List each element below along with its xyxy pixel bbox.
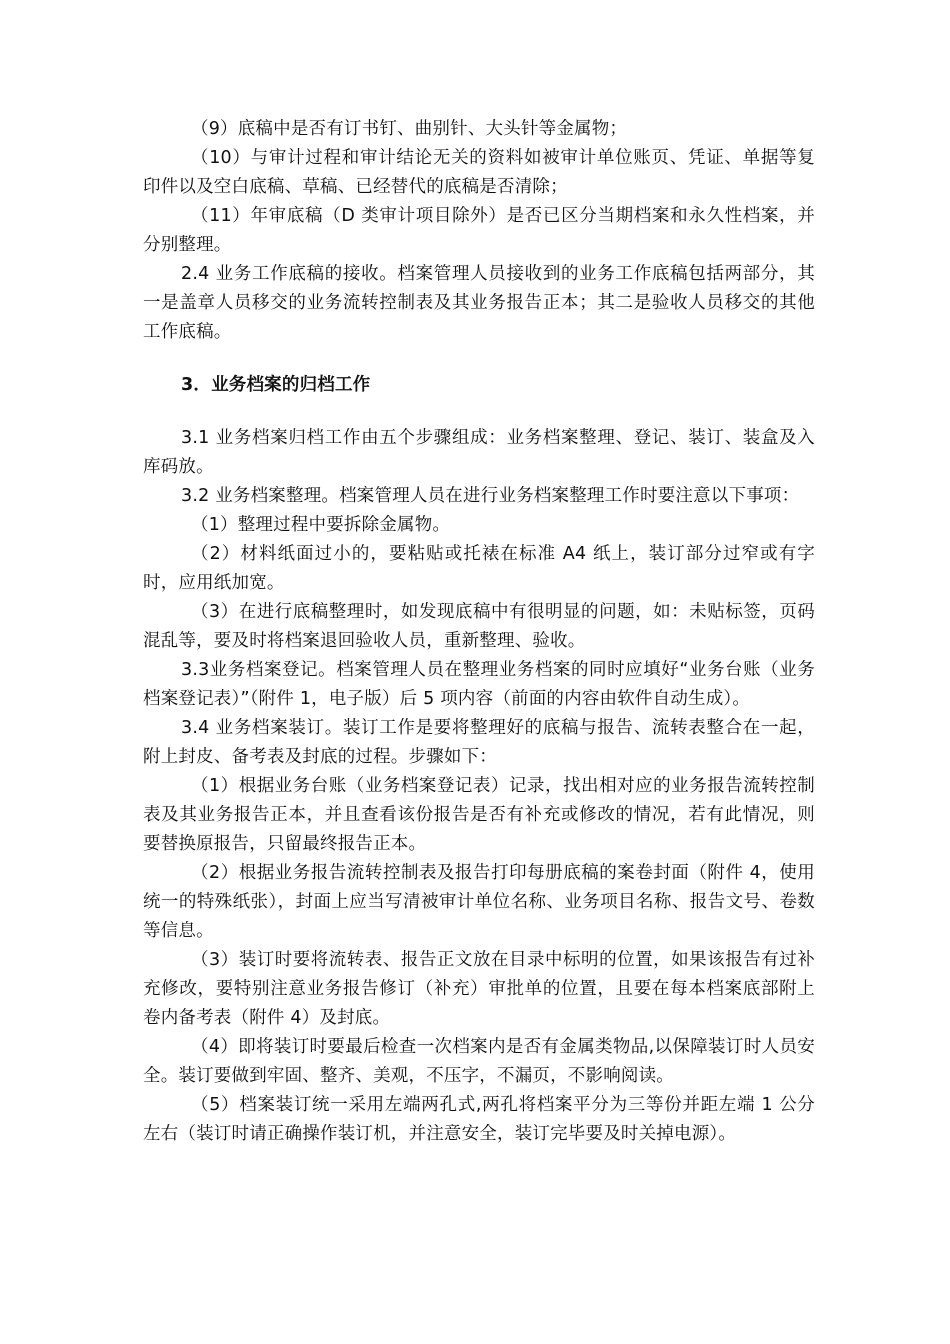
paragraph-item-11: （11）年审底稿（D 类审计项目除外）是否已区分当期档案和永久性档案，并分别整理。 [143, 206, 815, 255]
paragraph-item-3-4-1: （1）根据业务台账（业务档案登记表）记录，找出相对应的业务报告流转控制表及其业务报告正本，并且查看该份报告是否有补充或修改的情况，若有此情况，则要替换原报告，只留最终报告正本。 [143, 776, 815, 854]
paragraph-clause-2-4: 2.4 业务工作底稿的接收。档案管理人员接收到的业务工作底稿包括两部分，其一是盖章人员移交的业务流转控制表及其业务报告正本；其二是验收人员移交的其他工作底稿。 [143, 264, 815, 342]
paragraph-item-3-4-2: （2）根据业务报告流转控制表及报告打印每册底稿的案卷封面（附件 4，使用统一的特殊纸张），封面上应当写清被审计单位名称、业务项目名称、报告文号、卷数等信息。 [143, 863, 815, 941]
paragraph-item-3-4-5: （5）档案装订统一采用左端两孔式,两孔将档案平分为三等份并距左端 1 公分左右（装订时请正确操作装订机，并注意安全，装订完毕要及时关掉电源）。 [143, 1095, 815, 1144]
paragraph-clause-3-3: 3.3业务档案登记。档案管理人员在整理业务档案的同时应填好“业务台账（业务档案登记表）”（附件 1，电子版）后 5 项内容（前面的内容由软件自动生成）。 [143, 660, 815, 709]
paragraph-clause-3-2: 3.2 业务档案整理。档案管理人员在进行业务档案整理工作时要注意以下事项： [181, 486, 800, 506]
paragraph-item-3-2-2: （2）材料纸面过小的，要粘贴或托裱在标准 A4 纸上，装订部分过窄或有字时，应用纸加宽。 [143, 544, 815, 593]
paragraph-item-10: （10）与审计过程和审计结论无关的资料如被审计单位账页、凭证、单据等复印件以及空白底稿、草稿、已经替代的底稿是否清除； [143, 148, 815, 197]
paragraph-item-3-4-4: （4）即将装订时要最后检查一次档案内是否有金属类物品,以保障装订时人员安全。装订要做到牢固、整齐、美观，不压字，不漏页，不影响阅读。 [143, 1037, 815, 1086]
section-heading-3: 3．业务档案的归档工作 [181, 375, 371, 395]
document-body [143, 115, 815, 1149]
paragraph-item-3-4-3: （3）装订时要将流转表、报告正文放在目录中标明的位置，如果该报告有过补充修改，要特别注意业务报告修订（补充）审批单的位置，且要在每本档案底部附上卷内备考表（附件 4）及封底。 [143, 950, 815, 1028]
paragraph-item-9: （9）底稿中是否有订书钉、曲别针、大头针等金属物； [191, 119, 628, 139]
paragraph-clause-3-1: 3.1 业务档案归档工作由五个步骤组成：业务档案整理、登记、装订、装盒及入库码放。 [143, 428, 815, 477]
paragraph-clause-3-4: 3.4 业务档案装订。装订工作是要将整理好的底稿与报告、流转表整合在一起，附上封皮、备考表及封底的过程。步骤如下： [143, 718, 815, 767]
paragraph-item-3-2-3: （3）在进行底稿整理时，如发现底稿中有很明显的问题，如：未贴标签，页码混乱等，要及时将档案退回验收人员，重新整理、验收。 [143, 602, 815, 651]
paragraph-item-3-2-1: （1）整理过程中要拆除金属物。 [191, 515, 451, 535]
